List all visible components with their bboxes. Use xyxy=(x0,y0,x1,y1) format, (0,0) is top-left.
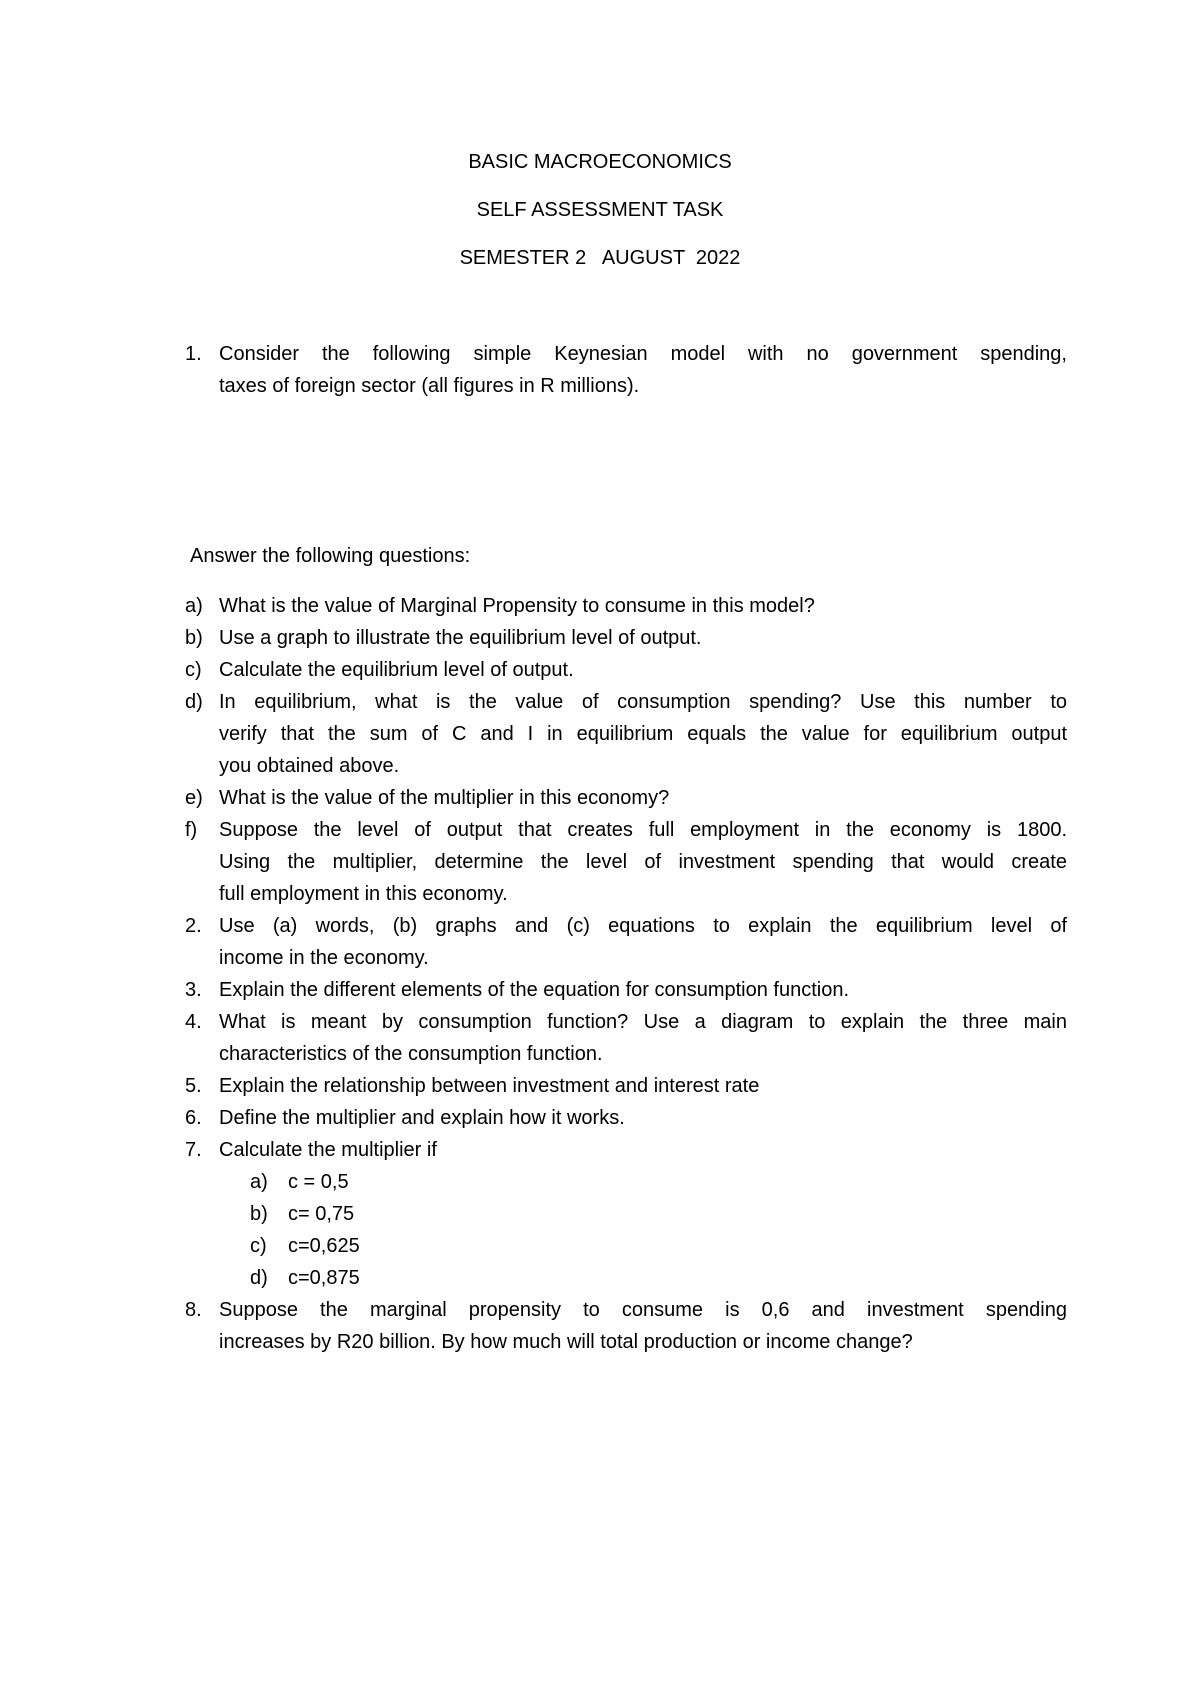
multiplier-case-d-label: d) xyxy=(250,1267,268,1289)
subquestion-f-text-1: Suppose the level of output that creates full employment in the economy is 1800. xyxy=(219,819,1067,841)
task-title: SELF ASSESSMENT TASK xyxy=(476,199,724,221)
question-2-text-2: income in the economy. xyxy=(219,947,429,969)
course-title: BASIC MACROECONOMICS xyxy=(468,151,732,173)
multiplier-case-a-label: a) xyxy=(250,1171,268,1193)
multiplier-case-b-label: b) xyxy=(250,1203,268,1225)
semester-line: SEMESTER 2 AUGUST 2022 xyxy=(459,247,741,269)
question-8-number: 8. xyxy=(185,1299,202,1321)
multiplier-case-d-text: c=0,875 xyxy=(288,1267,360,1289)
question-7-text: Calculate the multiplier if xyxy=(219,1139,437,1161)
question-1-text-1: Consider the following simple Keynesian model with no government spending, xyxy=(219,343,1067,365)
question-6-number: 6. xyxy=(185,1107,202,1129)
question-1-number: 1. xyxy=(185,343,202,365)
question-1-text-2: taxes of foreign sector (all figures in R millions). xyxy=(219,375,640,397)
question-4-number: 4. xyxy=(185,1011,202,1033)
subquestion-e-label: e) xyxy=(185,787,203,809)
subquestion-e-text: What is the value of the multiplier in this economy? xyxy=(219,787,670,809)
question-8-text-2: increases by R20 billion. By how much will total production or income change? xyxy=(219,1331,913,1353)
subquestion-b-text: Use a graph to illustrate the equilibrium level of output. xyxy=(219,627,702,649)
subquestion-f-text-2: Using the multiplier, determine the level of investment spending that would create xyxy=(219,851,1067,873)
subquestion-a-label: a) xyxy=(185,595,203,617)
subquestion-c-label: c) xyxy=(185,659,202,681)
answer-heading: Answer the following questions: xyxy=(190,545,471,567)
subquestion-a-text: What is the value of Marginal Propensity to consume in this model? xyxy=(219,595,815,617)
subquestion-f-label: f) xyxy=(185,819,198,841)
question-4-text-2: characteristics of the consumption function. xyxy=(219,1043,603,1065)
multiplier-case-c-text: c=0,625 xyxy=(288,1235,360,1257)
question-3-number: 3. xyxy=(185,979,202,1001)
subquestion-b-label: b) xyxy=(185,627,203,649)
question-7-number: 7. xyxy=(185,1139,202,1161)
subquestion-d-label: d) xyxy=(185,691,203,713)
question-2-number: 2. xyxy=(185,915,202,937)
question-2-text-1: Use (a) words, (b) graphs and (c) equations to explain the equilibrium level of xyxy=(219,915,1067,937)
question-4-text-1: What is meant by consumption function? Use a diagram to explain the three main xyxy=(219,1011,1067,1033)
subquestion-d-text-2: verify that the sum of C and I in equilibrium equals the value for equilibrium output xyxy=(219,723,1067,745)
subquestion-c-text: Calculate the equilibrium level of output. xyxy=(219,659,574,681)
multiplier-case-a-text: c = 0,5 xyxy=(288,1171,349,1193)
multiplier-case-b-text: c= 0,75 xyxy=(288,1203,355,1225)
multiplier-case-c-label: c) xyxy=(250,1235,267,1257)
question-5-number: 5. xyxy=(185,1075,202,1097)
subquestion-d-text-3: you obtained above. xyxy=(219,755,400,777)
subquestion-d-text-1: In equilibrium, what is the value of consumption spending? Use this number to xyxy=(219,691,1067,713)
question-8-text-1: Suppose the marginal propensity to consume is 0,6 and investment spending xyxy=(219,1299,1067,1321)
question-3-text: Explain the different elements of the equation for consumption function. xyxy=(219,979,850,1001)
question-5-text: Explain the relationship between investment and interest rate xyxy=(219,1075,760,1097)
question-6-text: Define the multiplier and explain how it works. xyxy=(219,1107,625,1129)
subquestion-f-text-3: full employment in this economy. xyxy=(219,883,508,905)
